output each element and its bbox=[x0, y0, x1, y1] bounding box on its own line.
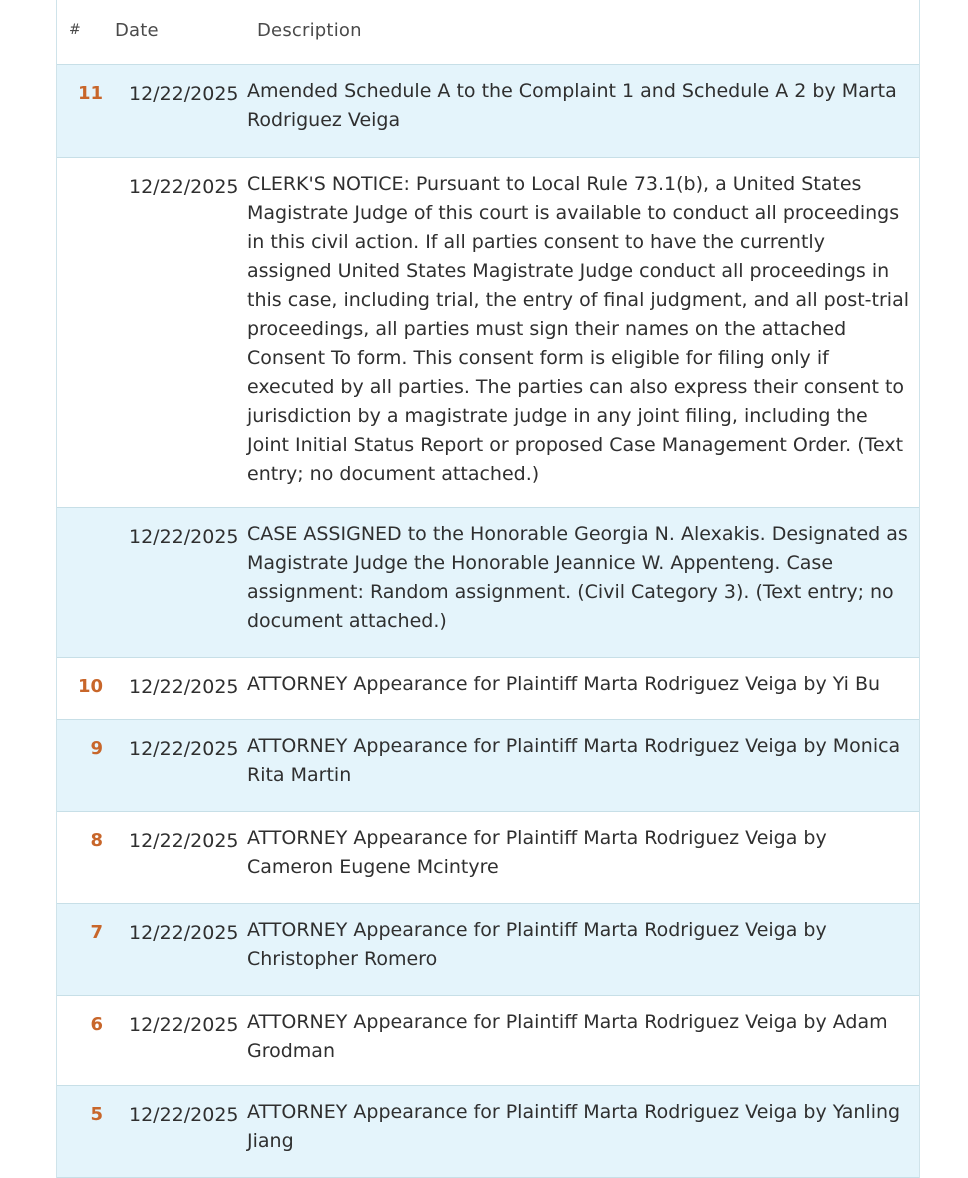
entry-date: 12/22/2025 bbox=[129, 830, 239, 852]
entry-description: ATTORNEY Appearance for Plaintiff Marta Rodriguez Veiga by Yi Bu bbox=[247, 673, 881, 695]
table-row bbox=[57, 158, 919, 508]
entry-date: 12/22/2025 bbox=[129, 176, 239, 198]
entry-number-link[interactable]: 7 bbox=[90, 922, 103, 943]
entry-number-link[interactable]: 9 bbox=[90, 738, 103, 759]
entry-description: ATTORNEY Appearance for Plaintiff Marta Rodriguez Veiga by Christopher Romero bbox=[247, 919, 827, 970]
header-number: # bbox=[69, 22, 81, 38]
entry-date: 12/22/2025 bbox=[129, 83, 239, 105]
entry-date: 12/22/2025 bbox=[129, 526, 239, 548]
table-row bbox=[57, 812, 919, 904]
entry-date: 12/22/2025 bbox=[129, 676, 239, 698]
entry-description: ATTORNEY Appearance for Plaintiff Marta Rodriguez Veiga by Yanling Jiang bbox=[247, 1101, 901, 1152]
entry-number-link[interactable]: 6 bbox=[90, 1014, 103, 1035]
entry-description: CLERK'S NOTICE: Pursuant to Local Rule 73.1(b), a United States Magistrate Judge of this court is available to conduct all proceedings in this civil action. If all parties consent to have the currently assigned United States Magistrate Judge conduct all proceedings in this case, including trial, the entry of final judgment, and all post-trial proceedings, all parties must sign their names on the attached Consent To form. This consent form is eligible for filing only if executed by all parties. The parties can also express their consent to jurisdiction by a magistrate judge in any joint filing, including the Joint Initial Status Report or proposed Case Management Order. (Text entry; no document attached.) bbox=[247, 173, 909, 485]
docket-table bbox=[56, 0, 920, 1178]
table-header bbox=[57, 0, 919, 65]
table-row bbox=[57, 508, 919, 658]
table-row bbox=[57, 720, 919, 812]
entry-description: ATTORNEY Appearance for Plaintiff Marta Rodriguez Veiga by Adam Grodman bbox=[247, 1011, 888, 1062]
table-row bbox=[57, 996, 919, 1086]
table-row bbox=[57, 904, 919, 996]
entry-number-link[interactable]: 5 bbox=[90, 1104, 103, 1125]
entry-date: 12/22/2025 bbox=[129, 1104, 239, 1126]
table-row bbox=[57, 1086, 919, 1178]
entry-number-link[interactable]: 10 bbox=[77, 676, 103, 697]
entry-number-link[interactable]: 8 bbox=[90, 830, 103, 851]
entry-date: 12/22/2025 bbox=[129, 1014, 239, 1036]
table-row bbox=[57, 65, 919, 158]
entry-number-link[interactable]: 11 bbox=[77, 83, 103, 104]
entry-date: 12/22/2025 bbox=[129, 738, 239, 760]
header-date: Date bbox=[115, 20, 159, 41]
docket-rows bbox=[57, 65, 919, 1178]
entry-description: CASE ASSIGNED to the Honorable Georgia N. Alexakis. Designated as Magistrate Judge the Honorable Jeannice W. Appenteng. Case assignment: Random assignment. (Civil Category 3). (Text entry; no document attached.) bbox=[247, 523, 908, 632]
entry-description: ATTORNEY Appearance for Plaintiff Marta Rodriguez Veiga by Cameron Eugene Mcintyre bbox=[247, 827, 827, 878]
entry-description: ATTORNEY Appearance for Plaintiff Marta Rodriguez Veiga by Monica Rita Martin bbox=[247, 735, 901, 786]
table-row bbox=[57, 658, 919, 720]
entry-description: Amended Schedule A to the Complaint 1 and Schedule A 2 by Marta Rodriguez Veiga bbox=[247, 80, 897, 131]
entry-date: 12/22/2025 bbox=[129, 922, 239, 944]
header-description: Description bbox=[257, 20, 362, 41]
